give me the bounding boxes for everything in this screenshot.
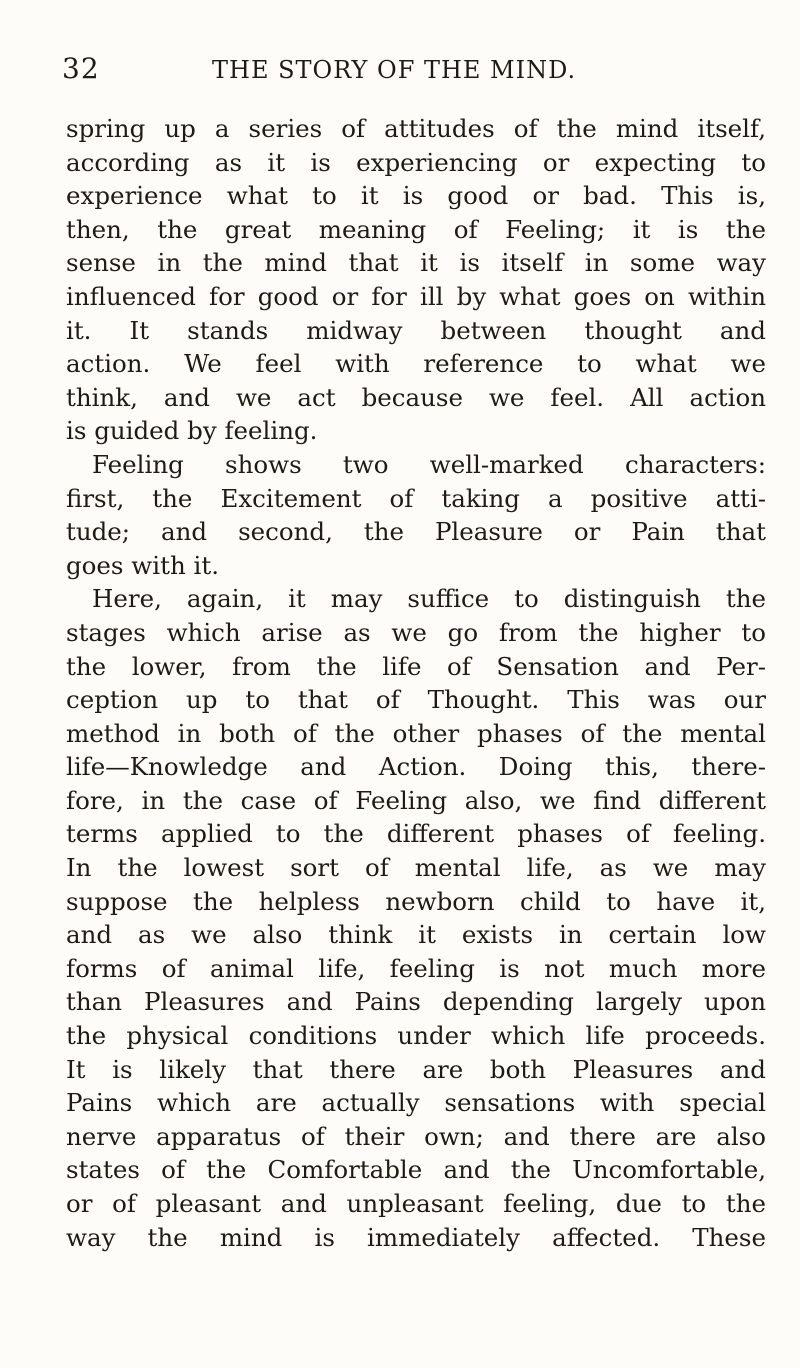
body-text (66, 112, 766, 1254)
text-line: action. We feel with reference to what we (66, 349, 766, 379)
text-line: is guided by feeling. (66, 416, 318, 446)
text-line: suppose the helpless newborn child to have it, (66, 886, 766, 916)
text-line: spring up a series of attitudes of the mind itself, (66, 114, 766, 143)
running-title: THE STORY OF THE MIND. (212, 56, 577, 84)
text-line: way the mind is immediately affected. These (66, 1222, 766, 1252)
text-line: or of pleasant and unpleasant feeling, due to the (66, 1189, 766, 1218)
text-line: influenced for good or for ill by what goes on within (66, 281, 766, 311)
text-line: terms applied to the different phases of feeling. (66, 819, 766, 849)
text-line: fore, in the case of Feeling also, we find different (66, 785, 766, 815)
text-line: goes with it. (66, 550, 219, 580)
text-line: In the lowest sort of mental life, as we may (66, 853, 766, 883)
running-head (62, 52, 762, 88)
page-number: 32 (62, 52, 100, 85)
text-line: tude; and second, the Pleasure or Pain that (66, 517, 766, 547)
text-line: forms of animal life, feeling is not much more (66, 953, 766, 983)
text-line: than Pleasures and Pains depending largely upon (66, 987, 766, 1017)
text-line: stages which arise as we go from the higher to (66, 617, 766, 647)
text-line: Here, again, it may suffice to distinguish the (92, 584, 766, 614)
text-line: then, the great meaning of Feeling; it is the (66, 214, 766, 244)
text-line: life—Knowledge and Action. Doing this, there- (66, 752, 766, 782)
text-line: nerve apparatus of their own; and there are also (66, 1121, 766, 1151)
text-line: sense in the mind that it is itself in some way (66, 248, 766, 278)
text-line: experience what to it is good or bad. This is, (66, 181, 766, 211)
text-line: first, the Excitement of taking a positive atti- (66, 483, 766, 513)
text-line: method in both of the other phases of the mental (66, 718, 766, 748)
text-line: ception up to that of Thought. This was our (66, 685, 766, 715)
text-line: It is likely that there are both Pleasures and (66, 1054, 766, 1084)
text-line: and as we also think it exists in certain low (66, 920, 766, 950)
text-line: the physical conditions under which life proceeds. (66, 1021, 766, 1051)
text-line: Feeling shows two well-marked characters: (92, 449, 766, 479)
text-line: it. It stands midway between thought and (66, 315, 766, 345)
text-line: states of the Comfortable and the Uncomfortable, (66, 1155, 766, 1185)
text-line: the lower, from the life of Sensation and Per- (66, 651, 766, 681)
text-line: think, and we act because we feel. All action (66, 382, 766, 412)
text-line: according as it is experiencing or expecting to (66, 147, 766, 177)
text-line: Pains which are actually sensations with special (66, 1088, 766, 1118)
